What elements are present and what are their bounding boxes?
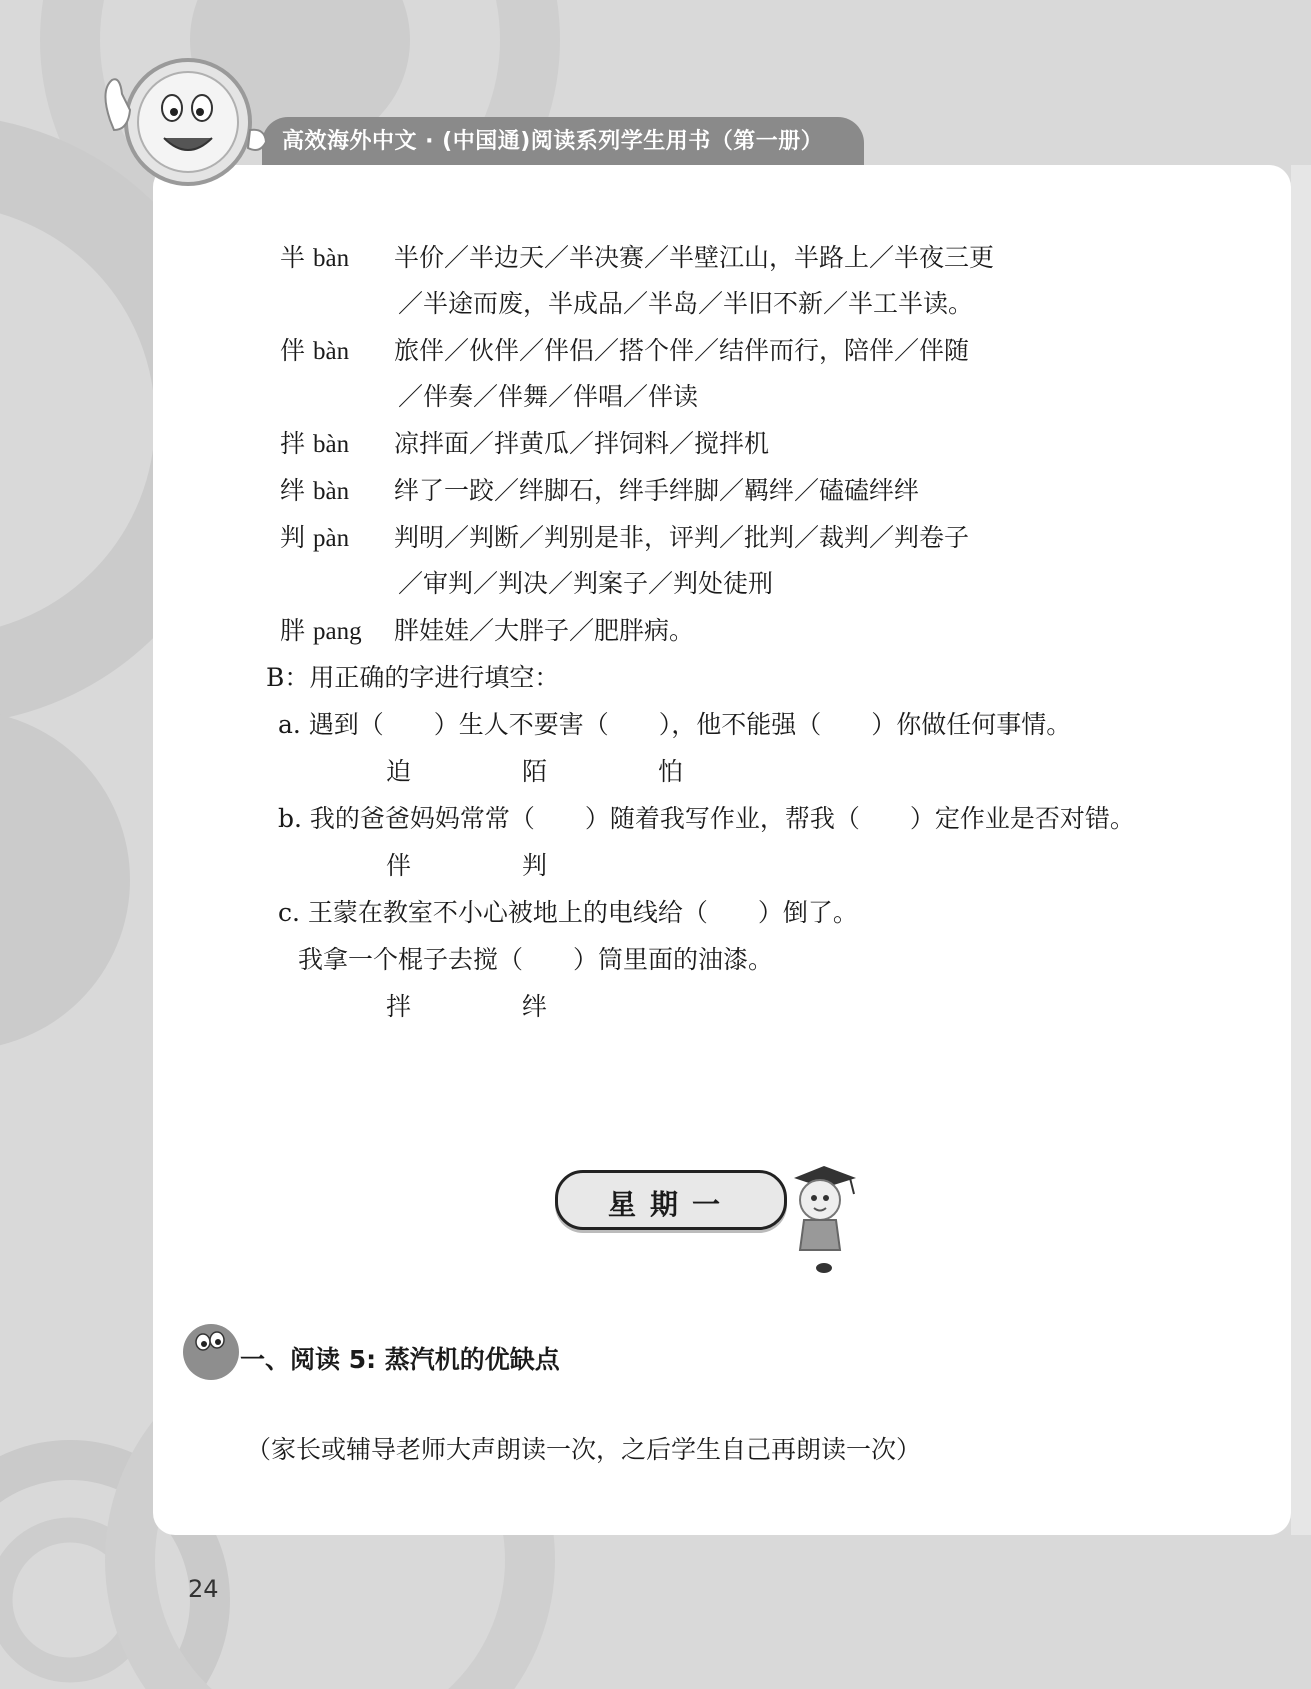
right-page-edge — [1291, 165, 1311, 1535]
option-char: 绊 — [522, 992, 548, 1021]
vocab-words-line: 凉拌面／拌黄瓜／拌饲料／搅拌机 — [394, 429, 770, 458]
vocab-char-pan: 判 pàn — [280, 523, 350, 552]
weekday-badge — [555, 1170, 787, 1230]
option-char: 拌 — [386, 992, 412, 1021]
section-b-title: B：用正确的字进行填空： — [266, 663, 560, 692]
vocab-char-ban1: 半 bàn — [280, 243, 350, 272]
reading-title: 一、阅读 5: 蒸汽机的优缺点 — [240, 1345, 560, 1374]
option-char: 怕 — [658, 757, 684, 786]
smiley-face-icon — [181, 1322, 241, 1382]
option-char: 陌 — [522, 757, 548, 786]
page-number: 24 — [188, 1575, 219, 1603]
vocab-words-line: 判明／判断／判别是非，评判／批判／裁判／判卷子 — [394, 523, 970, 552]
vocab-char-pang: 胖 pang — [280, 616, 362, 645]
vocab-char-ban2: 伴 bàn — [280, 336, 350, 365]
question-c: c. 王蒙在教室不小心被地上的电线给（ ）倒了。 — [278, 898, 858, 927]
clock-mascot-icon — [80, 50, 280, 200]
question-c-line2: 我拿一个棍子去搅（ ）筒里面的油漆。 — [298, 945, 774, 974]
vocab-words-line: 半价／半边天／半决赛／半壁江山，半路上／半夜三更 — [394, 243, 995, 272]
question-b: b. 我的爸爸妈妈常常（ ）随着我写作业，帮我（ ）定作业是否对错。 — [278, 804, 1135, 833]
weekday-label: 星期一 — [607, 1188, 734, 1221]
vocab-words-line: ／审判／判决／判案子／判处徒刑 — [398, 569, 774, 598]
reading-instruction: （家长或辅导老师大声朗读一次，之后学生自己再朗读一次） — [246, 1435, 922, 1464]
vocab-words-line: ／伴奏／伴舞／伴唱／伴读 — [398, 382, 699, 411]
option-char: 伴 — [386, 851, 412, 880]
option-char: 迫 — [386, 757, 412, 786]
vocab-words-line: 旅伴／伙伴／伴侣／搭个伴／结伴而行，陪伴／伴随 — [394, 336, 970, 365]
vocab-char-ban3: 拌 bàn — [280, 429, 350, 458]
option-char: 判 — [522, 851, 548, 880]
vocab-words-line: 绊了一跤／绊脚石，绊手绊脚／羁绊／磕磕绊绊 — [394, 476, 920, 505]
graduate-mascot-icon — [784, 1160, 864, 1280]
vocab-words-line: 胖娃娃／大胖子／肥胖病。 — [394, 616, 695, 645]
vocab-words-line: ／半途而废，半成品／半岛／半旧不新／半工半读。 — [398, 289, 974, 318]
content-panel — [153, 165, 1291, 1535]
vocab-char-ban4: 绊 bàn — [280, 476, 350, 505]
question-a: a. 遇到（ ）生人不要害（ ），他不能强（ ）你做任何事情。 — [278, 710, 1072, 739]
book-title: 高效海外中文 · (中国通)阅读系列学生用书（第一册） — [282, 129, 824, 154]
